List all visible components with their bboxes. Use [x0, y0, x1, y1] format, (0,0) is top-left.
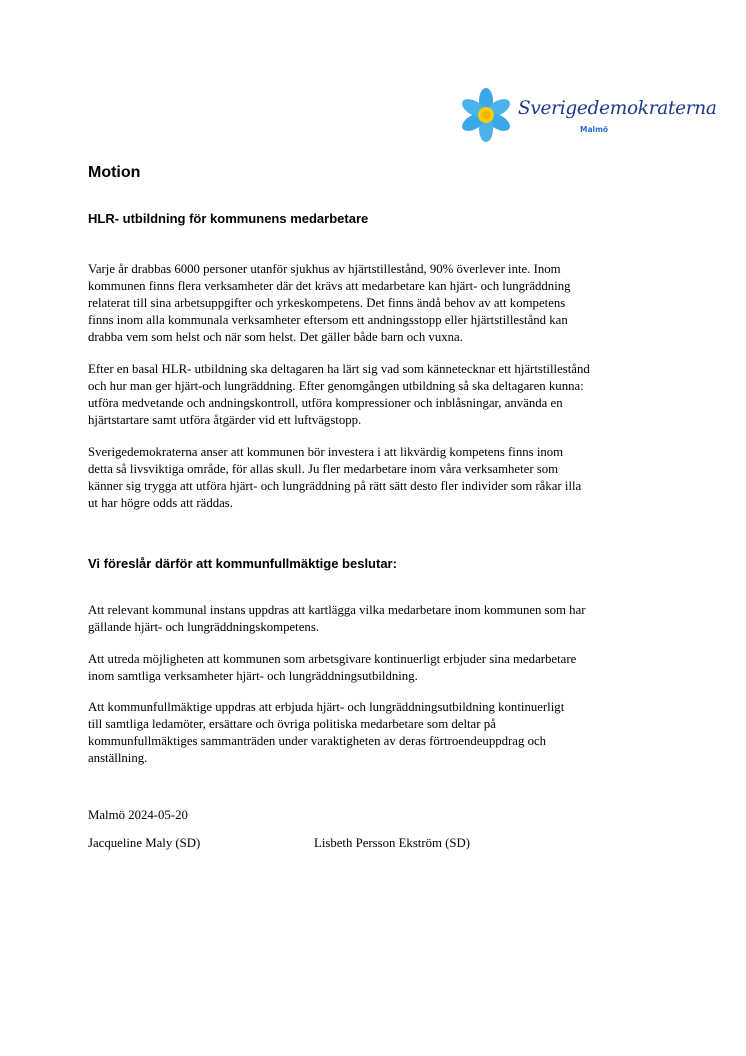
text-line: till samtliga ledamöter, ersättare och övriga politiska medarbetare som deltar på	[88, 717, 496, 731]
text-line: Att relevant kommunal instans uppdras att kartlägga vilka medarbetare inom kommunen som har	[88, 603, 586, 617]
proposal-2	[88, 651, 668, 685]
text-line: drabba vem som helst och när som helst. Det gäller både barn och vuxna.	[88, 330, 463, 344]
text-line: inom samtliga verksamheter hjärt- och lungräddningsutbildning.	[88, 669, 418, 683]
party-logo	[458, 86, 717, 146]
text-line: Att utreda möjligheten att kommunen som arbetsgivare kontinuerligt erbjuder sina medarbetare	[88, 652, 577, 666]
anemone-flower-icon	[458, 86, 518, 146]
body-paragraph-1	[88, 261, 668, 346]
text-line: och hur man ger hjärt-och lungräddning. Efter genomgången utbildning så ska deltagaren kunna:	[88, 379, 584, 393]
text-line: kommunen finns flera verksamheter där det krävs att medarbetare kan hjärt- och lungräddning	[88, 279, 571, 293]
proposal-1	[88, 602, 668, 636]
text-line: finns inom alla kommunala verksamheter eftersom ett andningsstopp eller hjärtstillestånd kan	[88, 313, 568, 327]
proposal-3	[88, 699, 668, 767]
text-line: Sverigedemokraterna anser att kommunen bör investera i att likvärdig kompetens finns inom	[88, 445, 564, 459]
text-line: gällande hjärt- och lungräddningskompetens.	[88, 620, 319, 634]
text-line: känner sig trygga att utföra hjärt- och lungräddning på rätt sätt desto fler individer som råkar illa	[88, 479, 582, 493]
body-paragraph-2	[88, 361, 668, 429]
document-subtitle: HLR- utbildning för kommunens medarbetare	[88, 211, 369, 226]
text-line: kommunfullmäktiges sammanträden under varaktigheten av deras förtroendeuppdrag och	[88, 734, 547, 748]
proposal-heading: Vi föreslår därför att kommunfullmäktige beslutar:	[88, 556, 397, 571]
text-line: detta så livsviktiga område, för allas skull. Ju fler medarbetare inom våra verksamheter som	[88, 462, 559, 476]
text-line: relaterat till sina arbetsuppgifter och yrkeskompetens. Det finns ändå behov av att kompetens	[88, 296, 566, 310]
text-line: anställning.	[88, 751, 148, 765]
text-line: hjärtstartare samt utföra åtgärder vid ett luftvägstopp.	[88, 413, 362, 427]
logo-wordmark: Sverigedemokraterna	[518, 98, 717, 119]
document-date: Malmö 2024-05-20	[88, 808, 188, 822]
logo-city: Malmö	[580, 125, 609, 134]
body-paragraph-3	[88, 444, 668, 512]
text-line: ut har högre odds att räddas.	[88, 496, 233, 510]
text-line: Varje år drabbas 6000 personer utanför sjukhus av hjärtstillestånd, 90% överlever inte. Inom	[88, 262, 561, 276]
text-line: Att kommunfullmäktige uppdras att erbjuda hjärt- och lungräddningsutbildning kontinuerligt	[88, 700, 565, 714]
text-line: Efter en basal HLR- utbildning ska deltagaren ha lärt sig vad som kännetecknar ett hjärtstillestånd	[88, 362, 590, 376]
signature-2: Lisbeth Persson Ekström (SD)	[314, 836, 471, 850]
text-line: utföra medvetande och andningskontroll, utföra kompressioner och inblåsningar, använda en	[88, 396, 563, 410]
document-title: Motion	[88, 164, 141, 181]
signature-1: Jacqueline Maly (SD)	[88, 836, 201, 850]
